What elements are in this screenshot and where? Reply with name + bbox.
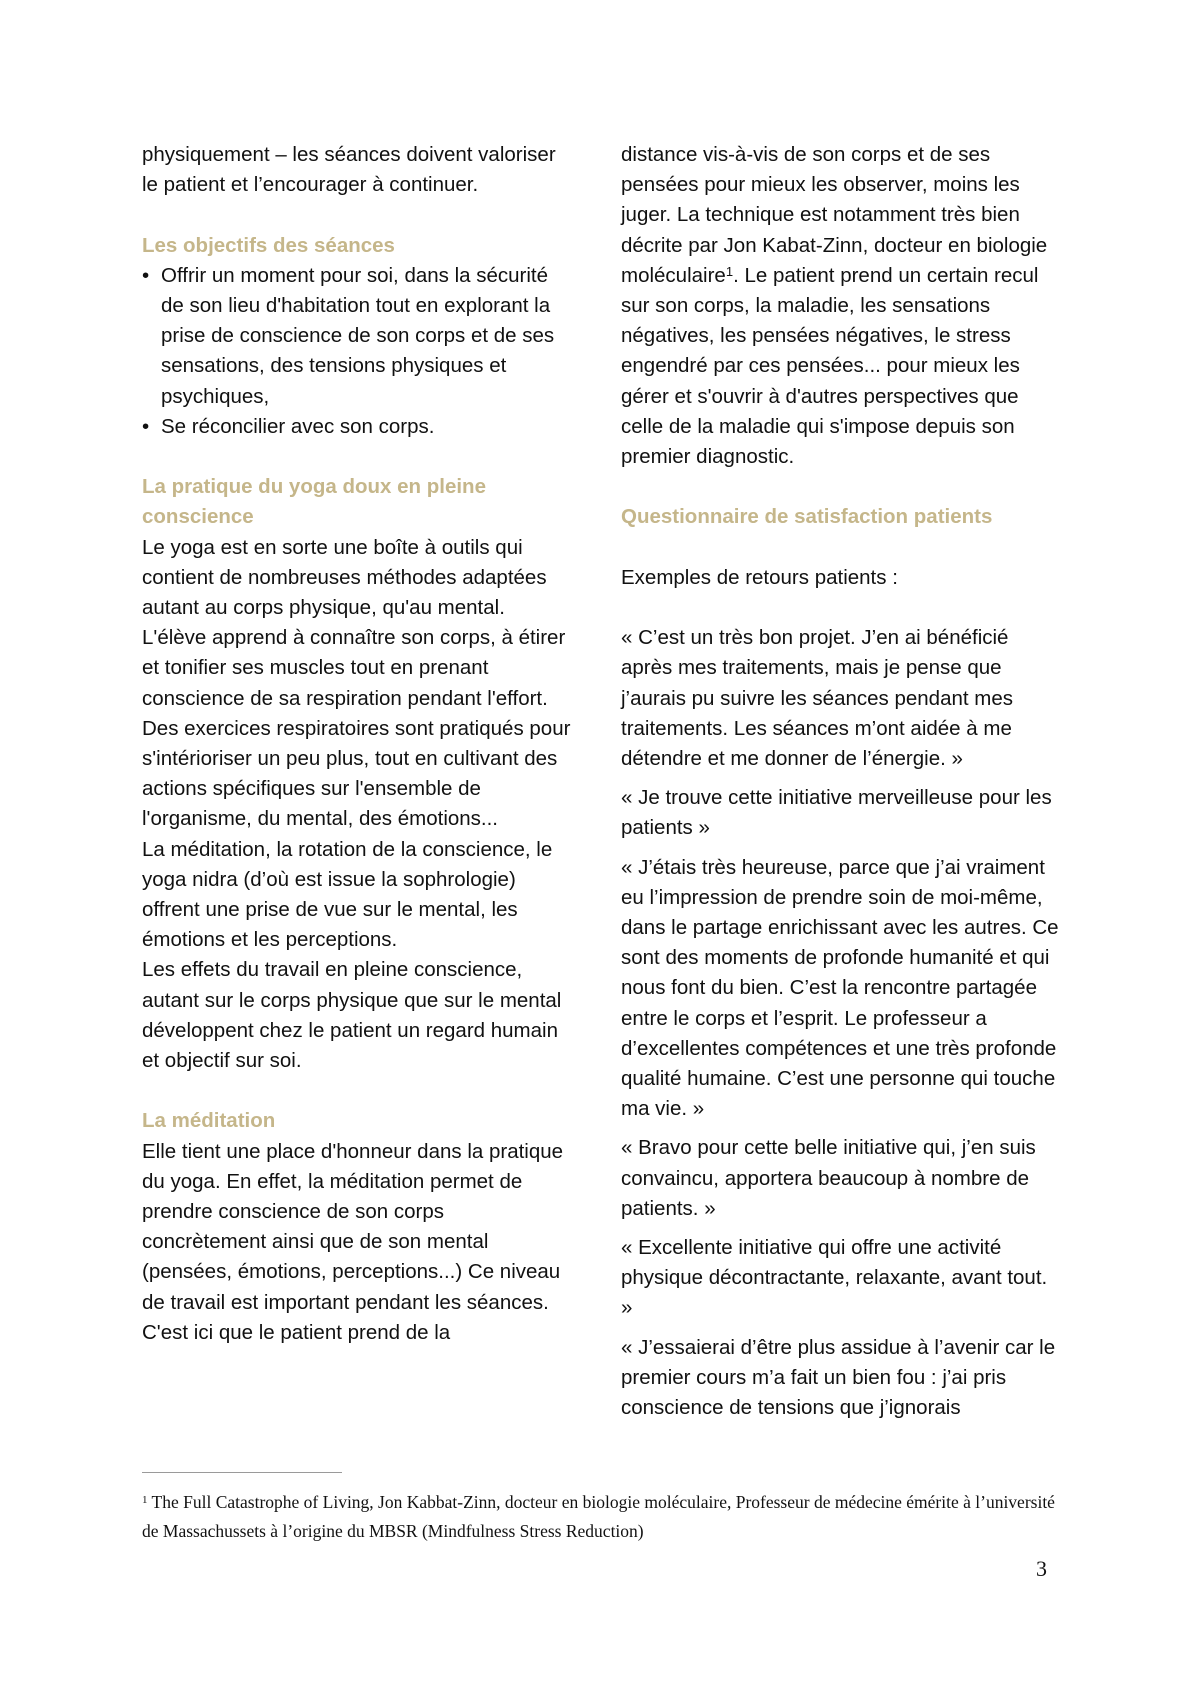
section-heading-meditation: La méditation — [142, 1109, 276, 1133]
patient-quote: « Bravo pour cette belle initiative qui, j’en suis convaincu, apportera beaucoup à nombre de patients. » — [621, 1136, 1036, 1220]
list-item: • Se réconcilier avec son corps. — [142, 412, 572, 442]
footnote-reference[interactable]: 1 — [725, 263, 734, 279]
patient-quote: « Je trouve cette initiative merveilleuse pour les patients » — [621, 786, 1052, 840]
paragraph: Les effets du travail en pleine conscience, autant sur le corps physique que sur le mental développent chez le patient un regard humain et objectif sur soi. — [142, 958, 562, 1073]
footnote-separator — [142, 1472, 342, 1473]
objectives-list — [142, 261, 572, 442]
paragraph: Le yoga est en sorte une boîte à outils qui contient de nombreuses méthodes adaptées autant au corps physique, qu'au mental. — [142, 535, 547, 620]
paragraph: L'élève apprend à connaître son corps, à étirer et tonifier ses muscles tout en prenant conscience de sa respiration pendant l'effort. Des exercices respiratoires sont pratiqués pour s'intérioriser un peu plus, tout en cultivant des actions spécifiques sur l'ensemble de l'organisme, du mental, des émotions... — [142, 626, 571, 831]
intro-paragraph: physiquement – les séances doivent valoriser le patient et l’encourager à continuer. — [142, 143, 556, 197]
paragraph-text: . Le patient prend un certain recul sur son corps, la maladie, les sensations négatives, les pensées négatives, le stress engendré par ces pensées... pour mieux les gérer et s'ouvrir à d'autres perspectives que celle de la maladie qui s'impose depuis son premier diagnostic. — [621, 263, 1039, 469]
section-heading-objectives: Les objectifs des séances — [142, 233, 395, 257]
left-column — [142, 140, 572, 1348]
patient-quote: « Excellente initiative qui offre une activité physique décontractante, relaxante, avant tout. » — [621, 1236, 1048, 1320]
section-heading-yoga-practice: La pratique du yoga doux en pleine conscience — [142, 475, 486, 529]
footnote-text: The Full Catastrophe of Living, Jon Kabbat-Zinn, docteur en biologie moléculaire, Professeur de médecine émérite à l’université de Massachussets à l’origine du MBSR (Mindfulness Stress Reduction) — [142, 1492, 1055, 1541]
footnote — [142, 1488, 1072, 1546]
footnote-number: 1 — [142, 1494, 148, 1506]
page-number: 3 — [1036, 1556, 1047, 1581]
paragraph-text: distance vis-à-vis de son corps et de ses pensées pour mieux les observer, moins les juger. La technique est notamment très bien décrite par Jon Kabat-Zinn, docteur en biologie moléculaire — [621, 143, 1048, 287]
section-heading-questionnaire: Questionnaire de satisfaction patients — [621, 505, 993, 529]
right-column — [621, 140, 1061, 1423]
patient-quote: « J’étais très heureuse, parce que j’ai vraiment eu l’impression de prendre soin de moi-même, dans le partage enrichissant avec les autres. Ce sont des moments de profonde humanité et qui nous font du bien. C’est la rencontre partagée entre le corps et l’esprit. Le professeur a d’excellentes compétences et une très profonde qualité humaine. C’est une personne qui touche ma vie. » — [621, 855, 1059, 1121]
continued-paragraph — [621, 140, 1061, 472]
list-item: • Offrir un moment pour soi, dans la sécurité de son lieu d'habitation tout en explorant la prise de conscience de son corps et de ses sensations, des tensions physiques et psychiques, — [142, 261, 572, 412]
paragraph: La méditation, la rotation de la conscience, le yoga nidra (d’où est issue la sophrologie) offrent une prise de vue sur le mental, les émotions et les perceptions. — [142, 837, 553, 952]
patient-quote: « C’est un très bon projet. J’en ai bénéficié après mes traitements, mais je pense que j’aurais pu suivre les séances pendant mes traitements. Les séances m’ont aidée à me détendre et me donner de l’énergie. » — [621, 626, 1013, 771]
patient-quote: « J’essaierai d’être plus assidue à l’avenir car le premier cours m’a fait un bien fou : j’ai pris conscience de tensions que j’ignorais — [621, 1335, 1056, 1420]
paragraph: Elle tient une place d'honneur dans la pratique du yoga. En effet, la méditation permet de prendre conscience de son corps concrètement ainsi que de son mental (pensées, émotions, perceptions...) Ce niveau de travail est important pendant les séances. C'est ici que le patient prend de la — [142, 1139, 564, 1344]
quotes-intro: Exemples de retours patients : — [621, 565, 898, 589]
